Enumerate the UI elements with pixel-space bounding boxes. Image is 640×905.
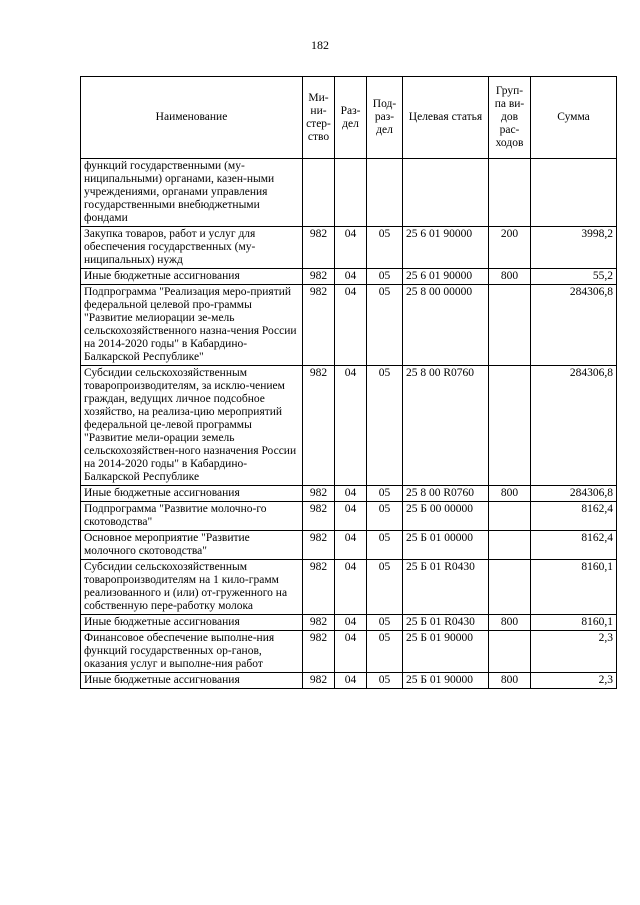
row-name: Финансовое обеспечение выполне-ния функций государственных ор-ганов, оказания услуг и выполне-ния работ bbox=[81, 631, 303, 673]
row-group: 800 bbox=[489, 615, 531, 631]
row-section: 04 bbox=[335, 486, 367, 502]
row-sum: 8160,1 bbox=[531, 615, 617, 631]
row-subsection: 05 bbox=[367, 615, 403, 631]
table-row bbox=[81, 486, 617, 502]
row-target: 25 6 01 90000 bbox=[403, 269, 489, 285]
table-row bbox=[81, 269, 617, 285]
row-target: 25 8 00 R0760 bbox=[403, 366, 489, 486]
row-ministry bbox=[303, 159, 335, 227]
row-ministry: 982 bbox=[303, 531, 335, 560]
row-ministry: 982 bbox=[303, 502, 335, 531]
table-row bbox=[81, 285, 617, 366]
row-target: 25 6 01 90000 bbox=[403, 227, 489, 269]
row-sum: 284306,8 bbox=[531, 285, 617, 366]
row-target: 25 8 00 R0760 bbox=[403, 486, 489, 502]
row-ministry: 982 bbox=[303, 227, 335, 269]
row-subsection: 05 bbox=[367, 486, 403, 502]
row-section bbox=[335, 159, 367, 227]
row-sum: 2,3 bbox=[531, 631, 617, 673]
row-subsection: 05 bbox=[367, 631, 403, 673]
row-target: 25 Б 01 00000 bbox=[403, 531, 489, 560]
row-sum: 3998,2 bbox=[531, 227, 617, 269]
row-name: Основное мероприятие "Развитие молочного скотоводства" bbox=[81, 531, 303, 560]
table-body bbox=[81, 159, 617, 689]
row-ministry: 982 bbox=[303, 673, 335, 689]
header-target: Целевая статья bbox=[403, 77, 489, 159]
row-group: 800 bbox=[489, 269, 531, 285]
row-group: 800 bbox=[489, 486, 531, 502]
row-sum: 8160,1 bbox=[531, 560, 617, 615]
row-ministry: 982 bbox=[303, 560, 335, 615]
row-name: Подпрограмма "Реализация меро-приятий федеральной целевой про-граммы "Развитие мелиорации зе-мель сельскохозяйственного назна-чения России на 2014-2020 годы" в Кабардино-Балкарской Республике" bbox=[81, 285, 303, 366]
header-name: Наименование bbox=[81, 77, 303, 159]
row-group: 200 bbox=[489, 227, 531, 269]
row-name: Иные бюджетные ассигнования bbox=[81, 615, 303, 631]
row-sum: 284306,8 bbox=[531, 366, 617, 486]
row-group bbox=[489, 502, 531, 531]
row-section: 04 bbox=[335, 366, 367, 486]
row-ministry: 982 bbox=[303, 631, 335, 673]
page-number: 182 bbox=[311, 38, 329, 52]
row-sum bbox=[531, 159, 617, 227]
row-sum: 8162,4 bbox=[531, 531, 617, 560]
row-target: 25 8 00 00000 bbox=[403, 285, 489, 366]
row-section: 04 bbox=[335, 285, 367, 366]
row-name: Иные бюджетные ассигнования bbox=[81, 486, 303, 502]
row-target: 25 Б 01 90000 bbox=[403, 673, 489, 689]
header-expense-group: Груп-па ви-дов рас-ходов bbox=[489, 77, 531, 159]
row-group bbox=[489, 531, 531, 560]
row-section: 04 bbox=[335, 227, 367, 269]
row-group bbox=[489, 366, 531, 486]
row-name: Иные бюджетные ассигнования bbox=[81, 673, 303, 689]
row-subsection: 05 bbox=[367, 531, 403, 560]
row-sum: 8162,4 bbox=[531, 502, 617, 531]
row-sum: 55,2 bbox=[531, 269, 617, 285]
row-group: 800 bbox=[489, 673, 531, 689]
budget-table bbox=[80, 76, 617, 689]
table-row bbox=[81, 531, 617, 560]
row-section: 04 bbox=[335, 560, 367, 615]
row-subsection: 05 bbox=[367, 227, 403, 269]
row-name: Подпрограмма "Развитие молочно-го скотоводства" bbox=[81, 502, 303, 531]
row-name: Субсидии сельскохозяйственным товаропроизводителям, за исклю-чением граждан, ведущих личное подсобное хозяйство, на реализа-цию мероприятий федеральной це-левой программы "Развитие мели-орации земель сельскохозяйствен-ного назначения России на 2014-2020 годы" в Кабардино-Балкарской Республике bbox=[81, 366, 303, 486]
row-subsection: 05 bbox=[367, 560, 403, 615]
row-ministry: 982 bbox=[303, 486, 335, 502]
row-subsection: 05 bbox=[367, 502, 403, 531]
row-sum: 2,3 bbox=[531, 673, 617, 689]
row-group bbox=[489, 285, 531, 366]
row-subsection: 05 bbox=[367, 673, 403, 689]
header-ministry: Ми-ни-стер-ство bbox=[303, 77, 335, 159]
row-name: функций государственными (му-ниципальными) органами, казен-ными учреждениями, органами управления государственными внебюджетными фондами bbox=[81, 159, 303, 227]
row-subsection bbox=[367, 159, 403, 227]
table-row bbox=[81, 673, 617, 689]
table-row bbox=[81, 159, 617, 227]
row-group bbox=[489, 631, 531, 673]
header-sum: Сумма bbox=[531, 77, 617, 159]
row-subsection: 05 bbox=[367, 285, 403, 366]
row-target: 25 Б 01 90000 bbox=[403, 631, 489, 673]
header-row bbox=[81, 77, 617, 159]
row-ministry: 982 bbox=[303, 366, 335, 486]
table-row bbox=[81, 366, 617, 486]
table-row bbox=[81, 560, 617, 615]
row-name: Иные бюджетные ассигнования bbox=[81, 269, 303, 285]
row-section: 04 bbox=[335, 615, 367, 631]
row-section: 04 bbox=[335, 531, 367, 560]
row-ministry: 982 bbox=[303, 285, 335, 366]
row-section: 04 bbox=[335, 673, 367, 689]
row-ministry: 982 bbox=[303, 269, 335, 285]
header-subsection: Под-раз-дел bbox=[367, 77, 403, 159]
row-group bbox=[489, 560, 531, 615]
row-name: Субсидии сельскохозяйственным товаропроизводителям на 1 кило-грамм реализованного и (или) от-груженного на собственную пере-работку молока bbox=[81, 560, 303, 615]
row-subsection: 05 bbox=[367, 269, 403, 285]
table-row bbox=[81, 615, 617, 631]
table-row bbox=[81, 227, 617, 269]
row-section: 04 bbox=[335, 502, 367, 531]
row-name: Закупка товаров, работ и услуг для обеспечения государственных (му-ниципальных) нужд bbox=[81, 227, 303, 269]
row-ministry: 982 bbox=[303, 615, 335, 631]
table-row bbox=[81, 502, 617, 531]
row-group bbox=[489, 159, 531, 227]
row-section: 04 bbox=[335, 631, 367, 673]
header-section: Раз-дел bbox=[335, 77, 367, 159]
row-sum: 284306,8 bbox=[531, 486, 617, 502]
row-target: 25 Б 00 00000 bbox=[403, 502, 489, 531]
table-row bbox=[81, 631, 617, 673]
row-target: 25 Б 01 R0430 bbox=[403, 615, 489, 631]
row-subsection: 05 bbox=[367, 366, 403, 486]
row-target bbox=[403, 159, 489, 227]
row-section: 04 bbox=[335, 269, 367, 285]
row-target: 25 Б 01 R0430 bbox=[403, 560, 489, 615]
